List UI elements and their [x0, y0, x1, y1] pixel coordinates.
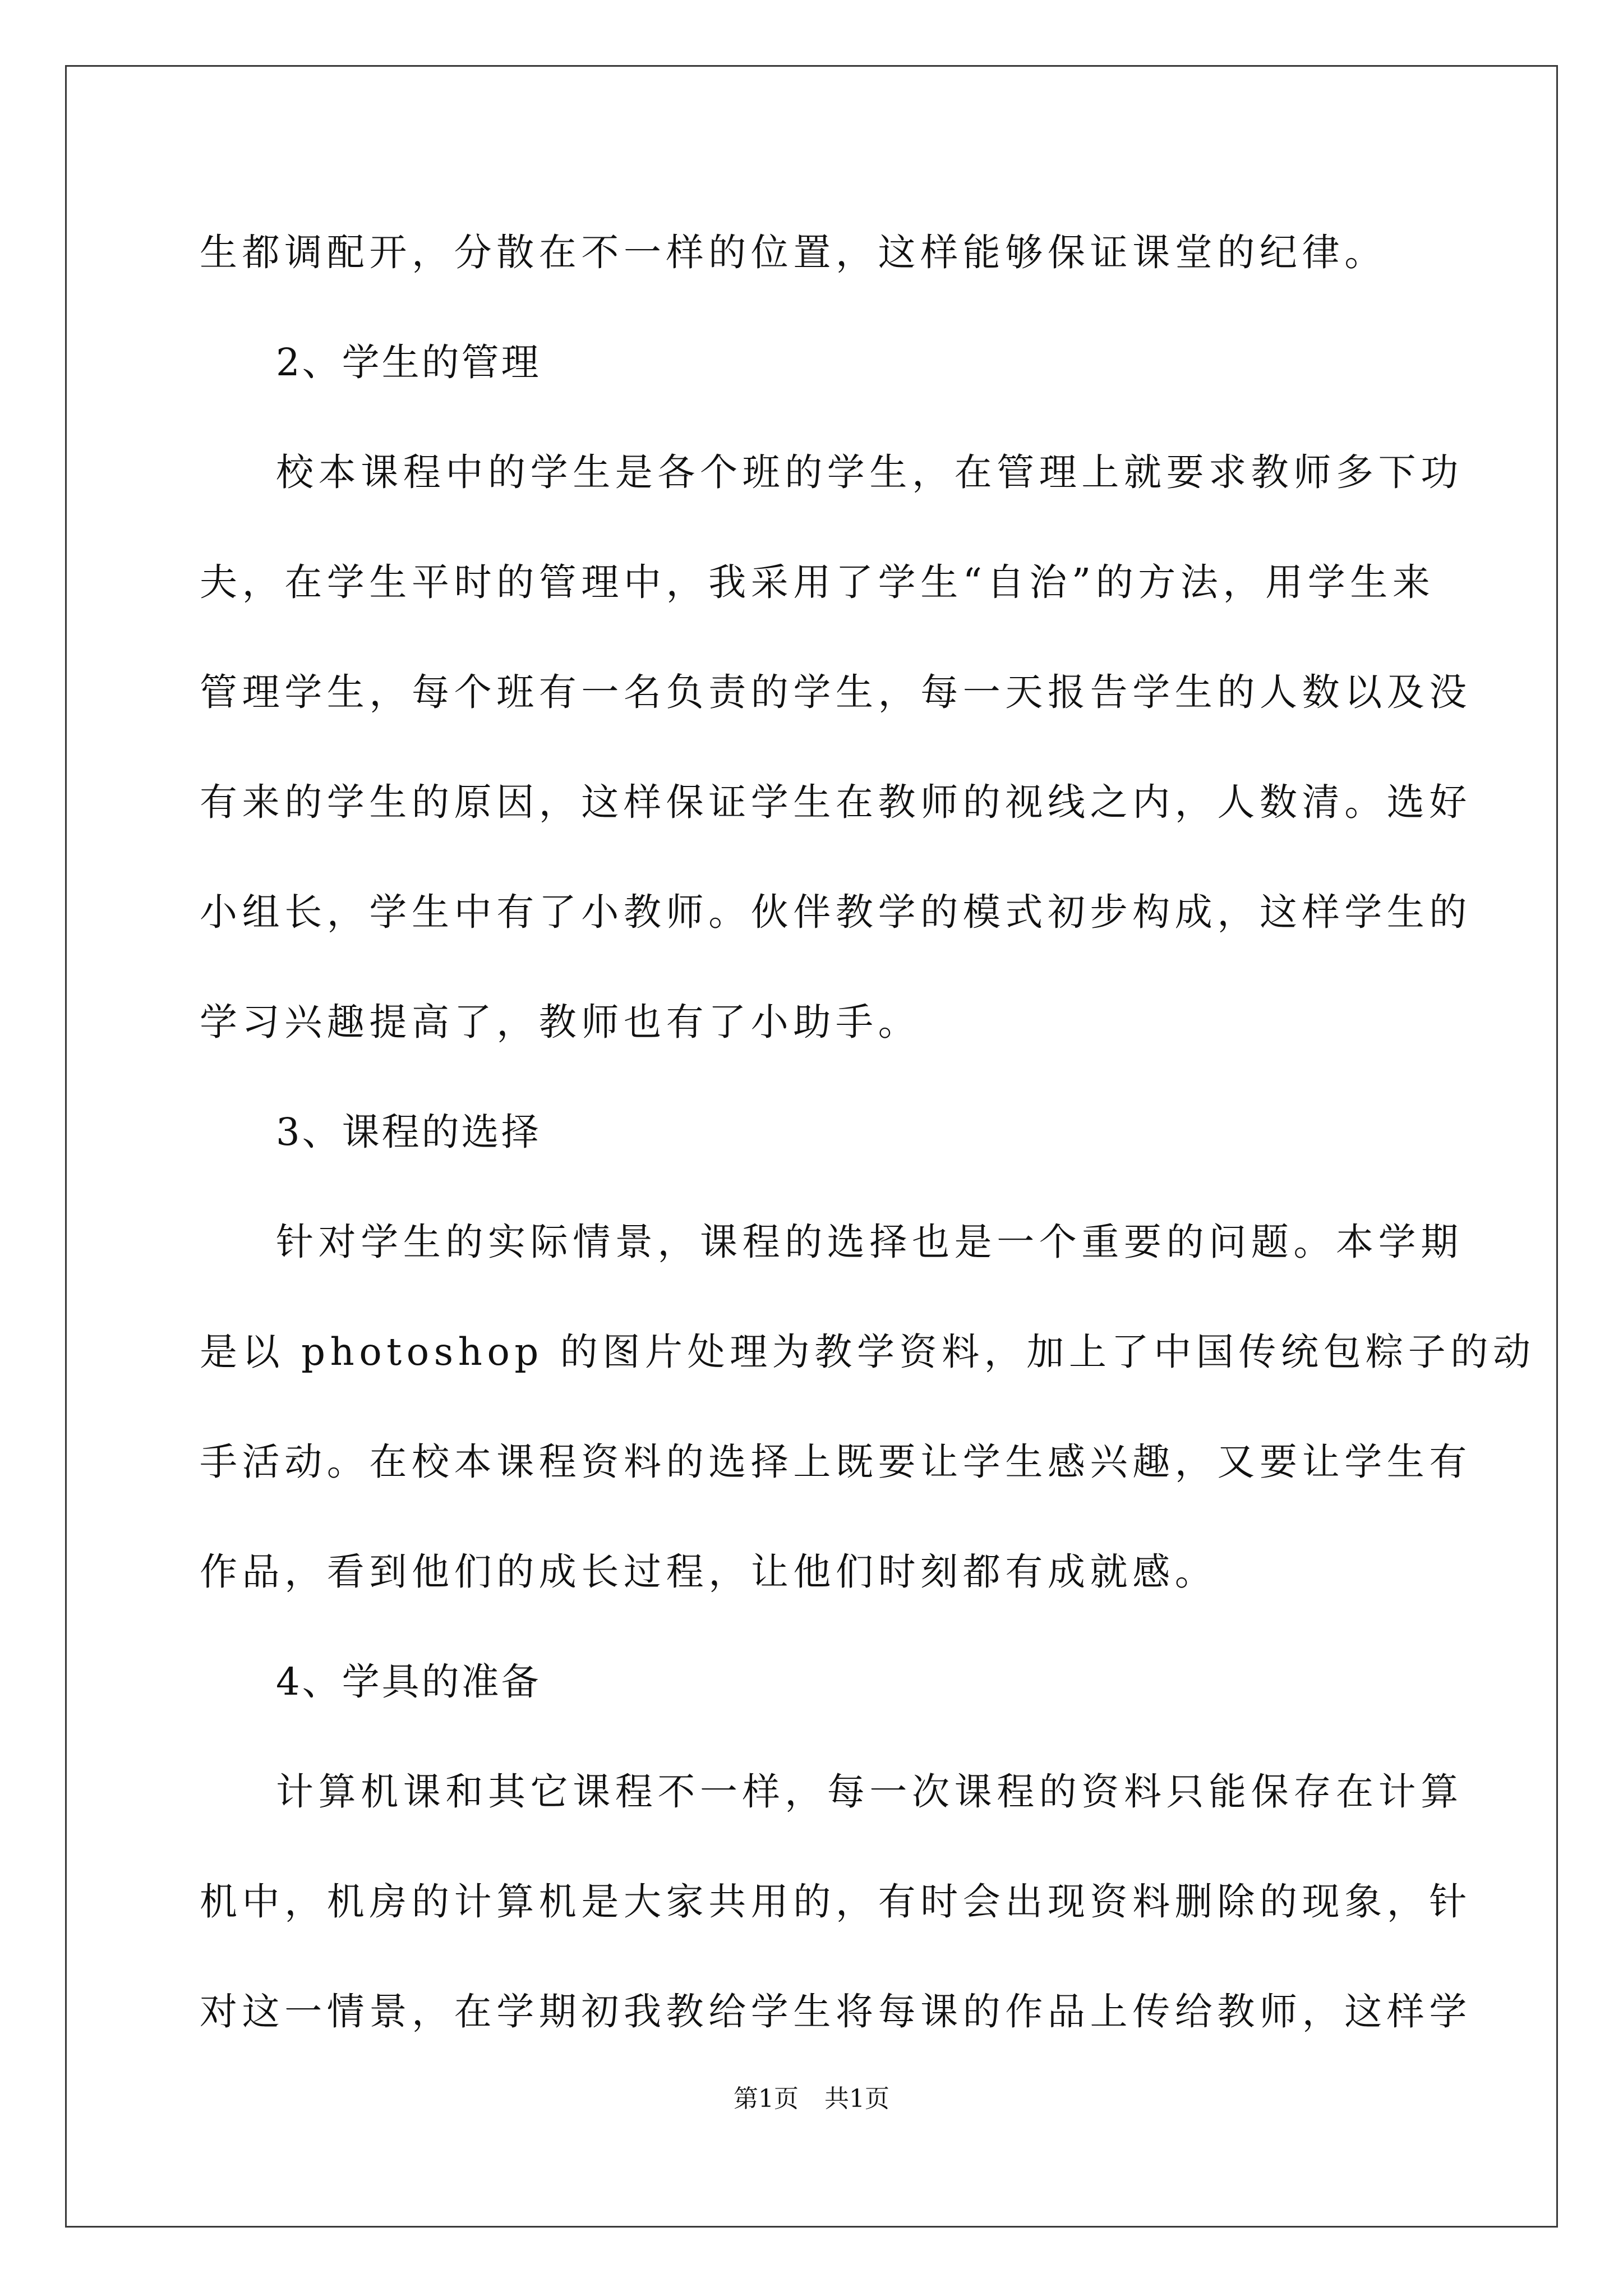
text-line: 计算机课和其它课程不一样，每一次课程的资料只能保存在计算	[276, 1770, 1463, 1814]
page-number: 第1页	[734, 2085, 799, 2113]
text-line: 夫，在学生平时的管理中，我采用了学生“自治”的方法，用学生来	[200, 560, 1435, 604]
text-line: 管理学生，每个班有一名负责的学生，每一天报告学生的人数以及没	[200, 670, 1472, 714]
text-line: 有来的学生的原因，这样保证学生在教师的视线之内，人数清。选好	[200, 780, 1472, 824]
text-line: 作品，看到他们的成长过程，让他们时刻都有成就感。	[200, 1550, 1218, 1594]
text-line: 生都调配开，分散在不一样的位置，这样能够保证课堂的纪律。	[200, 231, 1387, 274]
text-line: 针对学生的实际情景，课程的选择也是一个重要的问题。本学期	[276, 1220, 1463, 1264]
section-heading: 2、学生的管理	[276, 341, 541, 384]
text-line: 校本课程中的学生是各个班的学生，在管理上就要求教师多下功	[276, 450, 1463, 494]
text-line: 机中，机房的计算机是大家共用的，有时会出现资料删除的现象，针	[200, 1880, 1472, 1924]
text-line: 学习兴趣提高了，教师也有了小助手。	[200, 1000, 921, 1044]
page-footer	[0, 2082, 1623, 2116]
text-line: 是以 photoshop 的图片处理为教学资料，加上了中国传统包粽子的动	[200, 1330, 1536, 1374]
section-heading: 3、课程的选择	[276, 1110, 541, 1154]
page-total: 共1页	[824, 2085, 889, 2113]
section-heading: 4、学具的准备	[276, 1660, 541, 1704]
document-body	[200, 213, 1536, 2082]
text-line: 手活动。在校本课程资料的选择上既要让学生感兴趣，又要让学生有	[200, 1440, 1472, 1484]
text-line: 对这一情景，在学期初我教给学生将每课的作品上传给教师，这样学	[200, 1990, 1472, 2033]
text-line: 小组长，学生中有了小教师。伙伴教学的模式初步构成，这样学生的	[200, 890, 1472, 934]
